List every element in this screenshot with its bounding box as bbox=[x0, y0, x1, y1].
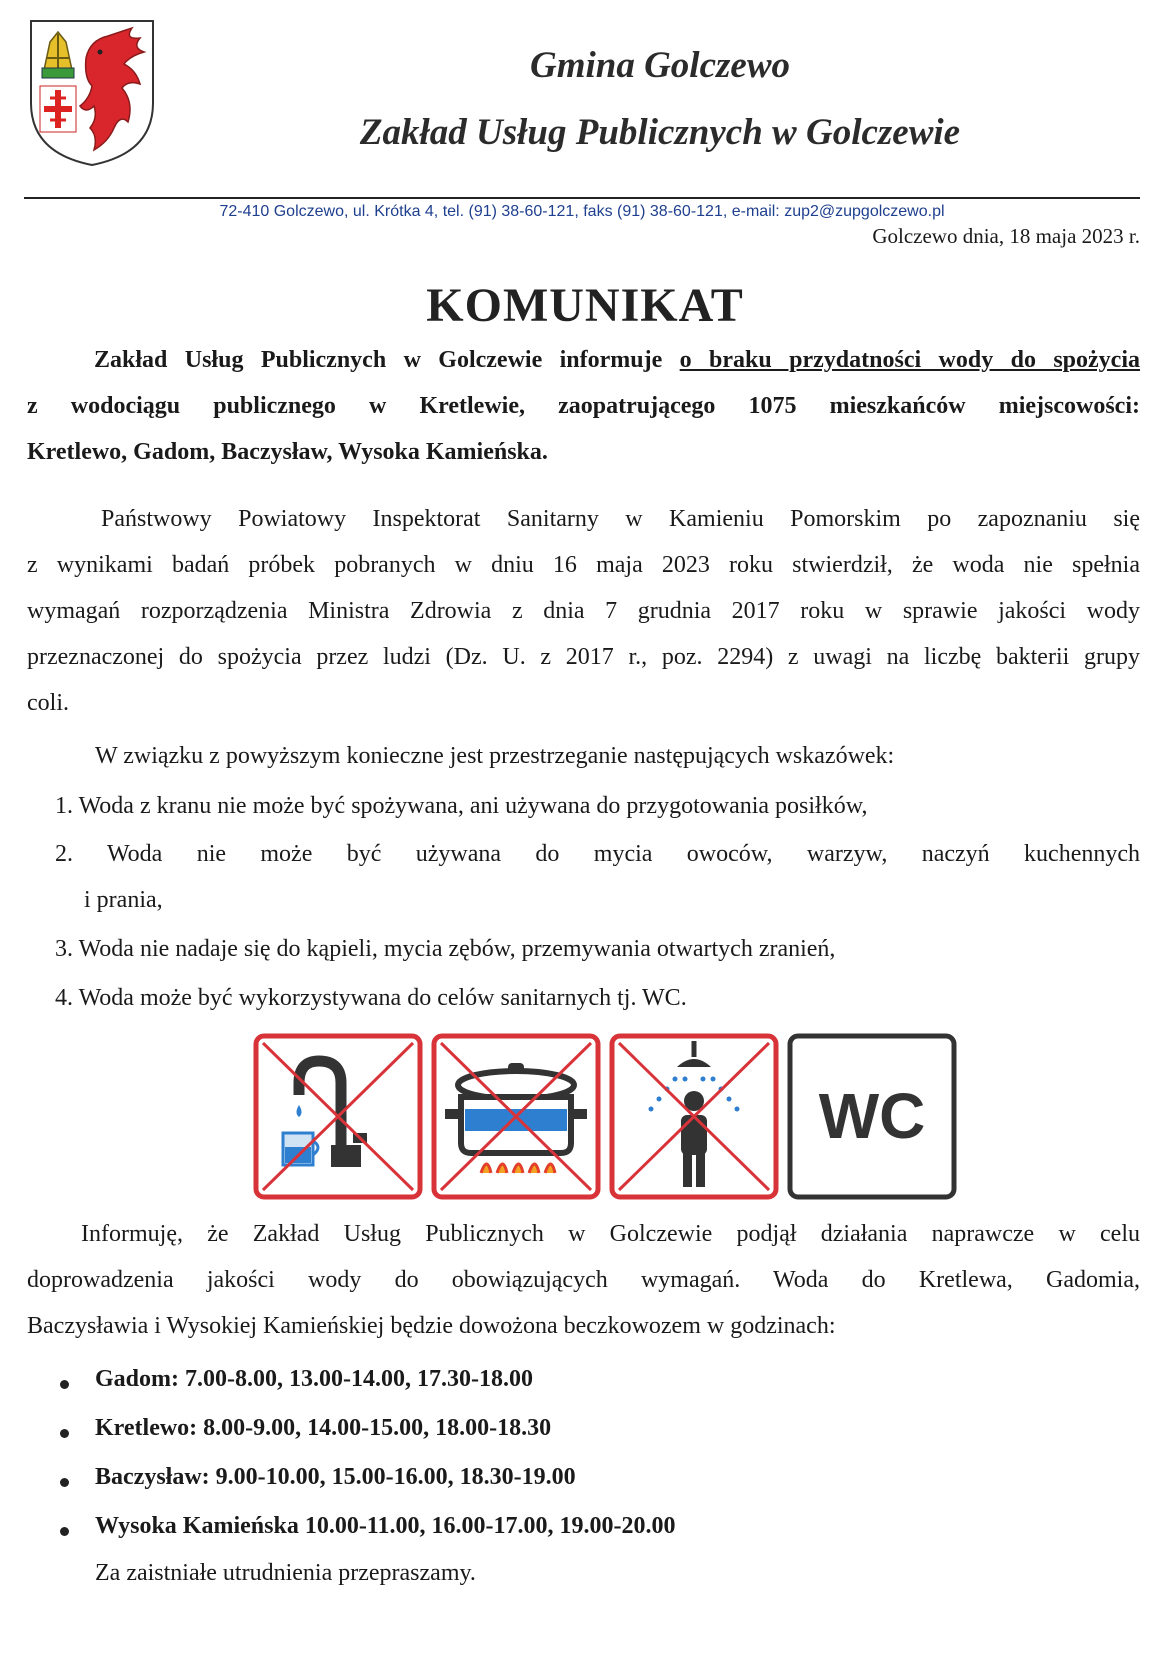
guideline-item-2: 2. Woda nie może być używana do mycia owoców, warzyw, naczyń kuchennych bbox=[55, 841, 1140, 867]
intro-line-2: z wodociągu publicznego w Kretlewie, zaopatrującego 1075 mieszkańców miejscowości: bbox=[27, 393, 1140, 419]
coat-of-arms-logo bbox=[28, 18, 156, 168]
paragraph2-line-2: z wynikami badań próbek pobranych w dniu 16 maja 2023 roku stwierdził, że woda nie spełnia bbox=[27, 552, 1140, 578]
document-title: KOMUNIKAT bbox=[426, 279, 744, 332]
intro-line-1: Zakład Usług Publicznych w Golczewie informuje o braku przydatności wody do spożycia bbox=[94, 347, 1141, 373]
bullet bbox=[60, 1429, 69, 1438]
paragraph3-line-3: Baczysławia i Wysokiej Kamieńskiej będzie dowożona beczkowozem w godzinach: bbox=[27, 1313, 836, 1339]
intro-line-3: Kretlewo, Gadom, Baczysław, Wysoka Kamieńska. bbox=[27, 439, 548, 465]
bullet bbox=[60, 1478, 69, 1487]
guideline-item-1: 1. Woda z kranu nie może być spożywana, ani używana do przygotowania posiłków, bbox=[55, 793, 868, 819]
contact-info: 72-410 Golczewo, ul. Krótka 4, tel. (91) 38-60-121, faks (91) 38-60-121, e-mail: zup2@zupgolczewo.pl bbox=[219, 203, 945, 220]
guideline-item-2-continued: i prania, bbox=[84, 887, 163, 913]
municipality-name: Gmina Golczewo bbox=[529, 45, 791, 86]
paragraph2-line-5: coli. bbox=[27, 690, 69, 716]
guideline-item-3: 3. Woda nie nadaje się do kąpieli, mycia zębów, przemywania otwartych zranień, bbox=[55, 936, 836, 962]
intro-underlined-text: o braku przydatności wody do spożycia bbox=[679, 347, 1141, 373]
paragraph2-line-3: wymagań rozporządzenia Ministra Zdrowia z dnia 7 grudnia 2017 roku w sprawie jakości wody bbox=[27, 598, 1140, 624]
paragraph2-line-4: przeznaczonej do spożycia przez ludzi (Dz. U. z 2017 r., poz. 2294) z uwagi na liczbę bakterii grupy bbox=[27, 644, 1140, 670]
header-divider bbox=[24, 197, 1140, 199]
no-cooking-icon bbox=[431, 1033, 601, 1200]
bullet bbox=[60, 1380, 69, 1389]
document-date: Golczewo dnia, 18 maja 2023 r. bbox=[872, 224, 1140, 248]
pictogram-row bbox=[253, 1033, 965, 1200]
paragraph3-line-1: Informuję, że Zakład Usług Publicznych w Golczewie podjął działania naprawcze w celu bbox=[81, 1221, 1140, 1247]
institution-name: Zakład Usług Publicznych w Golczewie bbox=[359, 112, 961, 153]
no-drinking-tap-icon bbox=[253, 1033, 423, 1200]
closing-apology: Za zaistniałe utrudnienia przepraszamy. bbox=[95, 1560, 476, 1586]
guidelines-intro: W związku z powyższym konieczne jest przestrzeganie następujących wskazówek: bbox=[95, 743, 895, 769]
bullet bbox=[60, 1527, 69, 1536]
wc-label: WC bbox=[818, 1080, 926, 1152]
paragraph3-line-2: doprowadzenia jakości wody do obowiązujących wymagań. Woda do Kretlewa, Gadomia, bbox=[27, 1267, 1140, 1293]
paragraph2-line-1: Państwowy Powiatowy Inspektorat Sanitarny w Kamieniu Pomorskim po zapoznaniu się bbox=[101, 506, 1140, 532]
guideline-item-4: 4. Woda może być wykorzystywana do celów sanitarnych tj. WC. bbox=[55, 985, 687, 1011]
no-shower-icon bbox=[609, 1033, 779, 1200]
